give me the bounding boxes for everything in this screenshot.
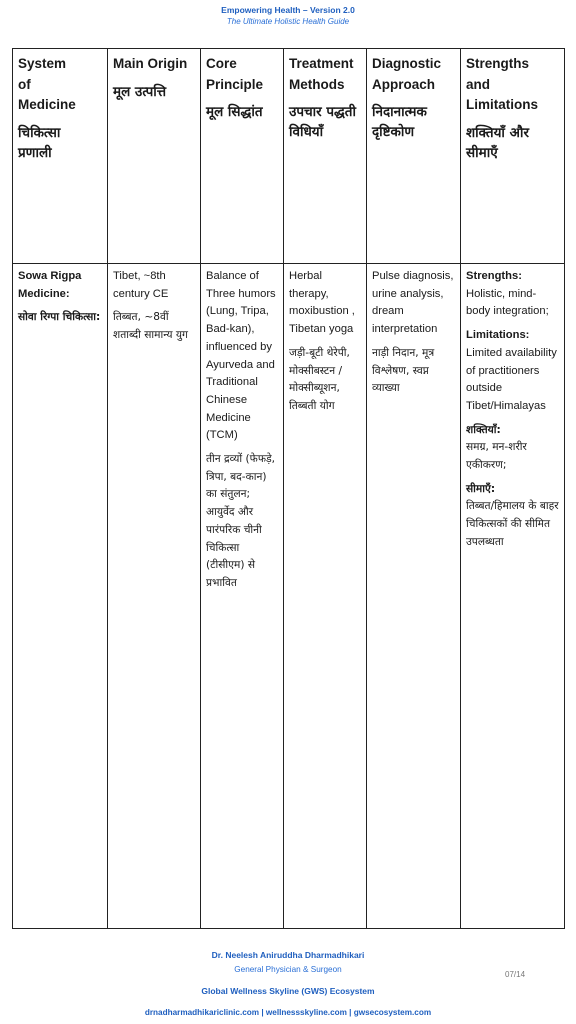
column-header-diagnostic: Diagnostic Approach निदानात्मक दृष्टिकोण — [367, 49, 461, 264]
table-header-row — [13, 49, 565, 264]
page-number: 07/14 — [505, 970, 526, 979]
author-role: General Physician & Surgeon — [234, 965, 342, 974]
column-header-system: System of Medicine चिकित्सा प्रणाली — [13, 49, 108, 264]
ecosystem-name: Global Wellness Skyline (GWS) Ecosystem — [201, 986, 375, 996]
column-header-strengths: Strengths and Limitations शक्तियाँ और सीमाएँ — [461, 49, 565, 264]
limitations-text: Limited availability of practitioners outside Tibet/Himalayas — [466, 346, 557, 412]
strengths-label-hi: शक्तियाँ: — [466, 423, 501, 436]
document-title: Empowering Health – Version 2.0 — [221, 5, 355, 15]
table-row — [13, 264, 565, 929]
footer-links[interactable]: drnadharmadhikariclinic.com | wellnessskyline.com | gwsecosystem.com — [144, 1008, 432, 1017]
cell-strengths — [461, 264, 565, 929]
cell-diagnostic: Pulse diagnosis, urine analysis, dream interpretation नाड़ी निदान, मूत्र विश्लेषण, स्वप्न व्याख्या — [367, 264, 461, 929]
page-header — [0, 5, 576, 26]
document-subtitle: The Ultimate Holistic Health Guide — [226, 17, 350, 26]
limitations-label: Limitations: — [466, 329, 530, 342]
strengths-text-hi: समग्र, मन-शरीर एकीकरण; — [466, 441, 527, 472]
cell-principle: Balance of Three humors (Lung, Tripa, Bad-kan), influenced by Ayurveda and Traditional Chinese Medicine (TCM) तीन द्रव्यों (फेफड़े, त्रिपा, बद-कान) का संतुलन; आयुर्वेद और पारंपरिक चीनी चिकित्सा (टीसीएम) से प्रभावित — [201, 264, 284, 929]
cell-treatment: Herbal therapy, moxibustion , Tibetan yoga जड़ी-बूटी थेरेपी, मोक्सीबस्टन / मोक्सीब्यूशन, तिब्बती योग — [284, 264, 367, 929]
strengths-text: Holistic, mind-body integration; — [466, 287, 549, 318]
cell-system: Sowa Rigpa Medicine: सोवा रिग्पा चिकित्सा: — [13, 264, 108, 929]
column-header-origin: Main Origin मूल उत्पत्ति — [108, 49, 201, 264]
comparison-table — [12, 48, 565, 929]
column-header-principle: Core Principle मूल सिद्धांत — [201, 49, 284, 264]
column-header-treatment: Treatment Methods उपचार पद्धती विधियाँ — [284, 49, 367, 264]
author-name: Dr. Neelesh Aniruddha Dharmadhikari — [211, 950, 365, 960]
cell-origin: Tibet, ~8th century CE तिब्बत, ~8वीं शताब्दी सामान्य युग — [108, 264, 201, 929]
strengths-label: Strengths: — [466, 270, 522, 282]
limitations-text-hi: तिब्बत/हिमालय के बाहर चिकित्सकों की सीमित उपलब्धता — [466, 500, 559, 548]
limitations-label-hi: सीमाएँ: — [466, 482, 496, 495]
